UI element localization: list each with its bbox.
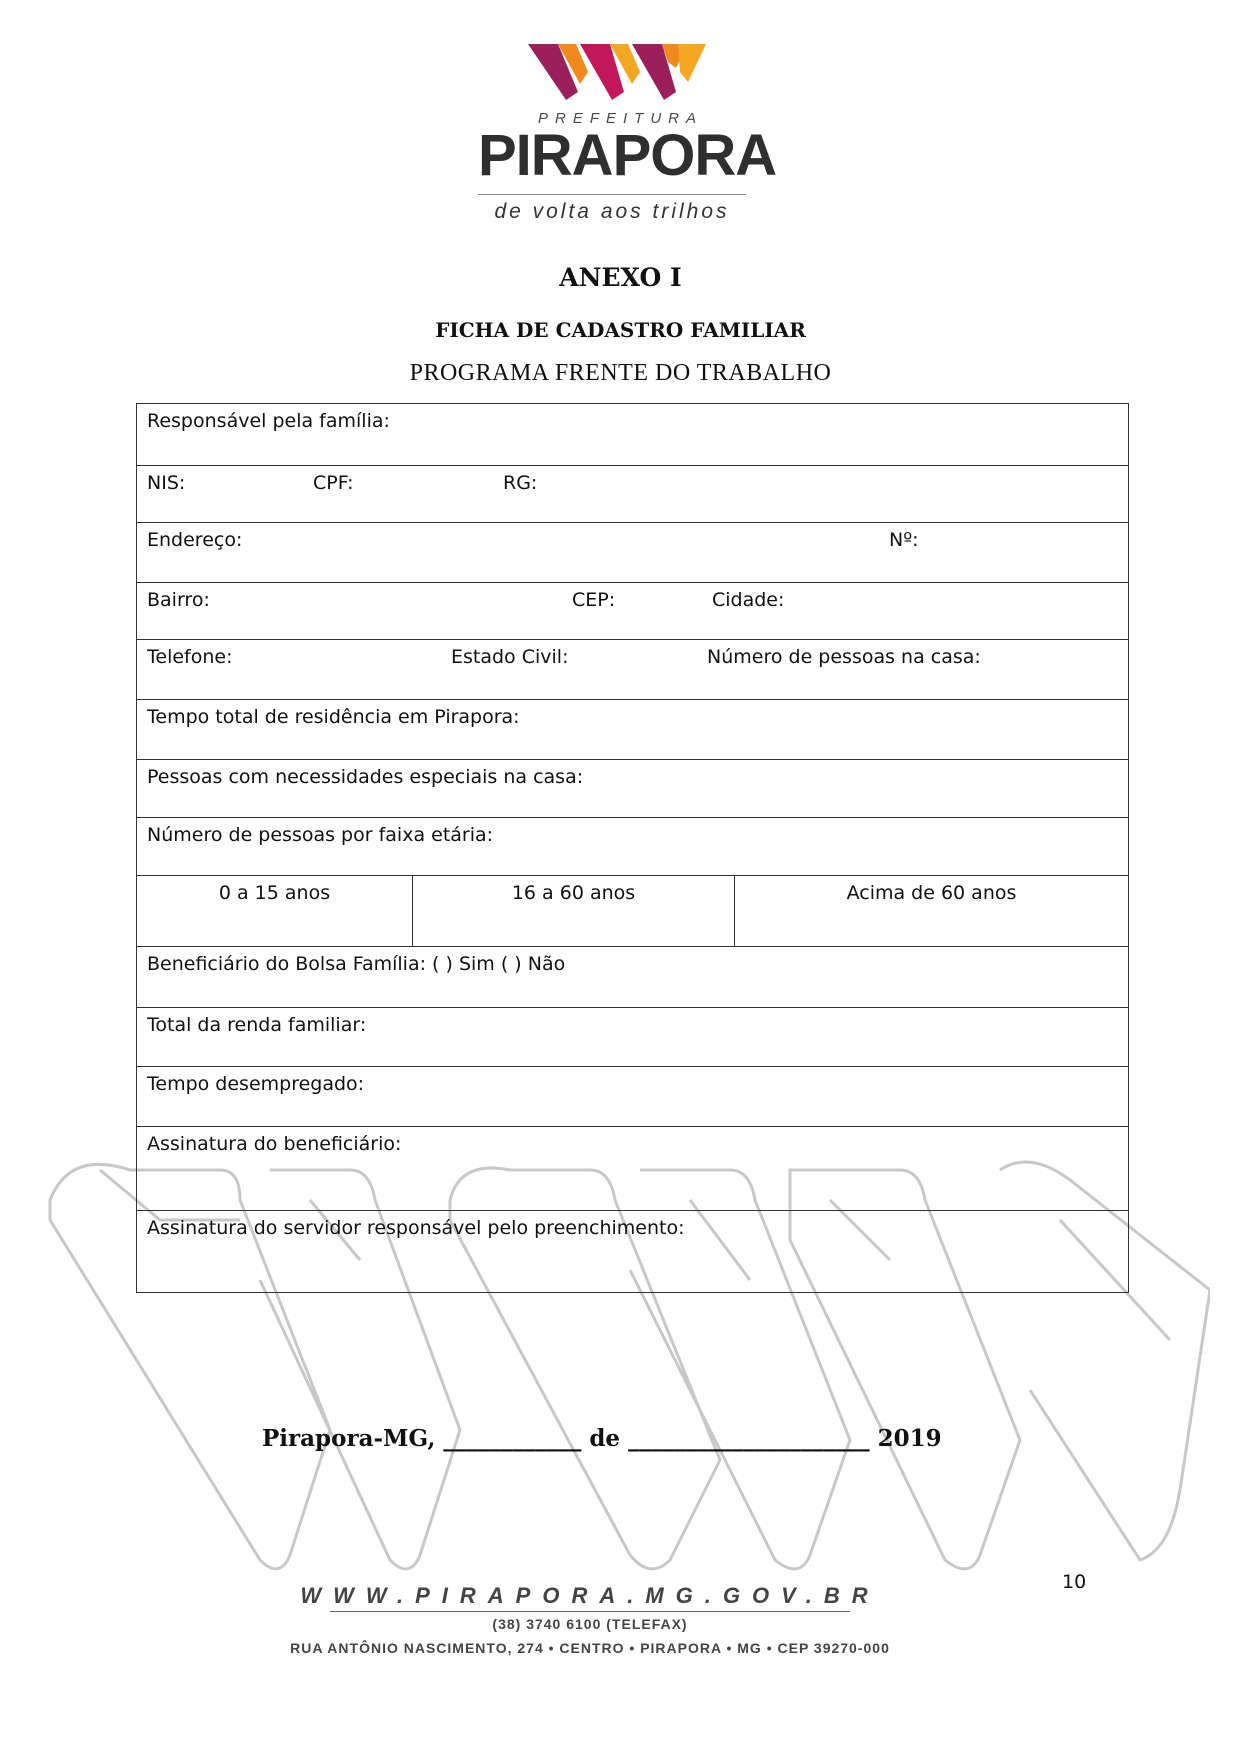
footer-divider: [330, 1611, 850, 1612]
row-tempo-residencia[interactable]: [137, 700, 1128, 760]
row-documents[interactable]: [137, 466, 1128, 523]
label-bairro: Bairro:: [147, 589, 210, 611]
logo-slogan: de volta aos trilhos: [494, 200, 730, 223]
form-title: FICHA DE CADASTRO FAMILIAR: [435, 318, 806, 342]
logo-divider: [478, 194, 746, 195]
label-numero: Nº:: [889, 529, 919, 551]
label-faixa-16-60: 16 a 60 anos: [511, 882, 636, 904]
footer-website[interactable]: WWW.PIRAPORA.MG.GOV.BR: [300, 1583, 880, 1608]
label-rg: RG:: [503, 472, 538, 494]
footer-address: RUA ANTÔNIO NASCIMENTO, 274 • CENTRO • PIRAPORA • MG • CEP 39270-000: [290, 1640, 890, 1656]
label-cidade: Cidade:: [712, 589, 785, 611]
row-telefone[interactable]: [137, 640, 1128, 700]
row-desempregado[interactable]: [137, 1067, 1128, 1127]
pirapora-logo: [478, 42, 777, 223]
label-nis: NIS:: [147, 472, 186, 494]
cell-faixa-0-15[interactable]: [137, 876, 412, 946]
label-desempregado: Tempo desempregado:: [147, 1073, 365, 1095]
label-assinatura-beneficiario: Assinatura do beneficiário:: [147, 1133, 402, 1155]
label-renda: Total da renda familiar:: [147, 1014, 367, 1036]
label-faixa-etaria: Número de pessoas por faixa etária:: [147, 824, 494, 846]
label-cpf: CPF:: [313, 472, 354, 494]
label-necessidades: Pessoas com necessidades especiais na casa:: [147, 766, 584, 788]
row-necessidades[interactable]: [137, 760, 1128, 818]
row-assinatura-servidor[interactable]: [137, 1211, 1128, 1292]
registration-form: [136, 403, 1129, 1293]
label-bolsa-familia: Beneficiário do Bolsa Família: ( ) Sim ( ) Não: [147, 953, 566, 975]
row-endereco[interactable]: [137, 523, 1128, 583]
row-responsavel[interactable]: [137, 404, 1128, 466]
program-title: PROGRAMA FRENTE DO TRABALHO: [409, 360, 832, 386]
cell-faixa-16-60[interactable]: [412, 876, 734, 946]
row-faixas: [137, 876, 1128, 947]
row-bolsa-familia[interactable]: [137, 947, 1128, 1008]
label-responsavel: Responsável pela família:: [147, 410, 390, 432]
logo-mark-icon: [528, 42, 708, 102]
label-telefone: Telefone:: [147, 646, 233, 668]
label-tempo-residencia: Tempo total de residência em Pirapora:: [147, 706, 520, 728]
row-renda[interactable]: [137, 1008, 1128, 1067]
annex-title: ANEXO I: [559, 263, 682, 292]
row-assinatura-beneficiario[interactable]: [137, 1127, 1128, 1211]
page-number: 10: [1062, 1571, 1087, 1593]
label-assinatura-servidor: Assinatura do servidor responsável pelo preenchimento:: [147, 1217, 685, 1239]
label-estado-civil: Estado Civil:: [451, 646, 569, 668]
cell-faixa-60-plus[interactable]: [734, 876, 1128, 946]
label-endereco: Endereço:: [147, 529, 243, 551]
label-faixa-0-15: 0 a 15 anos: [218, 882, 331, 904]
footer: [290, 1583, 890, 1656]
label-cep: CEP:: [572, 589, 616, 611]
logo-prefix: PREFEITURA: [538, 110, 704, 127]
label-pessoas-casa: Número de pessoas na casa:: [707, 646, 981, 668]
logo-name: PIRAPORA: [478, 123, 777, 188]
row-bairro[interactable]: [137, 583, 1128, 640]
date-line: Pirapora-MG, ____________ de _____________________ 2019: [262, 1425, 942, 1452]
footer-phone: (38) 3740 6100 (TELEFAX): [492, 1616, 688, 1632]
label-faixa-60-plus: Acima de 60 anos: [846, 882, 1017, 904]
row-faixa-etaria: [137, 818, 1128, 876]
